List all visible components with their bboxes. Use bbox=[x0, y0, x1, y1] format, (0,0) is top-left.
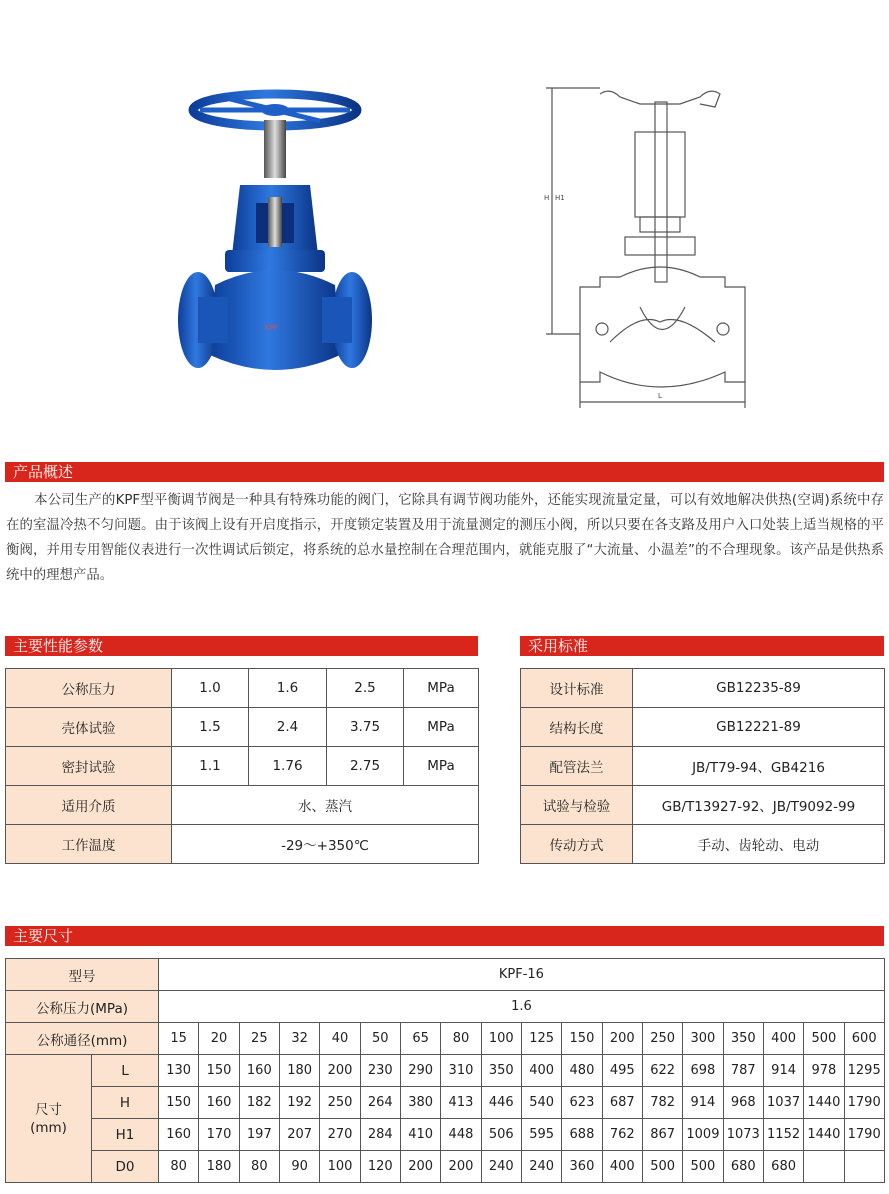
dimension-value: 448 bbox=[441, 1119, 481, 1151]
table-row bbox=[521, 786, 885, 825]
dimension-value: 130 bbox=[159, 1055, 199, 1087]
dimension-label-l: L bbox=[658, 392, 662, 400]
overview-header bbox=[5, 462, 884, 482]
dimension-value: 160 bbox=[199, 1087, 239, 1119]
dn-value: 25 bbox=[239, 1023, 279, 1055]
dimension-value: 1009 bbox=[683, 1119, 723, 1151]
table-row bbox=[6, 1119, 885, 1151]
performance-label: 密封试验 bbox=[6, 747, 172, 786]
dn-label: 公称通径(mm) bbox=[6, 1023, 159, 1055]
dimension-value bbox=[804, 1151, 844, 1183]
dimension-value: 170 bbox=[199, 1119, 239, 1151]
dimension-value: 240 bbox=[521, 1151, 561, 1183]
size-label bbox=[6, 1055, 92, 1183]
dimension-value: 240 bbox=[481, 1151, 521, 1183]
performance-label: 壳体试验 bbox=[6, 708, 172, 747]
dn-value: 400 bbox=[763, 1023, 803, 1055]
table-row bbox=[6, 1055, 885, 1087]
dimension-value: 495 bbox=[602, 1055, 642, 1087]
dimension-value: 480 bbox=[562, 1055, 602, 1087]
dimension-value: 595 bbox=[521, 1119, 561, 1151]
dn-value: 500 bbox=[804, 1023, 844, 1055]
performance-label: 适用介质 bbox=[6, 786, 172, 825]
performance-value: 1.1 bbox=[172, 747, 249, 786]
table-row bbox=[6, 1151, 885, 1183]
dn-value: 200 bbox=[602, 1023, 642, 1055]
dn-value: 20 bbox=[199, 1023, 239, 1055]
size-title: 尺寸 bbox=[35, 1101, 62, 1118]
performance-table bbox=[5, 668, 479, 864]
dn-value: 15 bbox=[159, 1023, 199, 1055]
table-row bbox=[6, 825, 479, 864]
dimension-value: 446 bbox=[481, 1087, 521, 1119]
table-row bbox=[6, 1087, 885, 1119]
dimension-name: D0 bbox=[92, 1151, 159, 1183]
dimension-value: 500 bbox=[642, 1151, 682, 1183]
dimensions-table bbox=[5, 958, 885, 1183]
valve-photo bbox=[170, 85, 380, 395]
dimension-value: 180 bbox=[279, 1055, 319, 1087]
dn-value: 32 bbox=[279, 1023, 319, 1055]
dimension-value: 380 bbox=[400, 1087, 440, 1119]
dimension-value: 623 bbox=[562, 1087, 602, 1119]
dimension-value: 180 bbox=[199, 1151, 239, 1183]
dimension-value: 150 bbox=[159, 1087, 199, 1119]
dimension-value: 867 bbox=[642, 1119, 682, 1151]
dn-value: 150 bbox=[562, 1023, 602, 1055]
dimension-value: 270 bbox=[320, 1119, 360, 1151]
dimension-value: 120 bbox=[360, 1151, 400, 1183]
dimension-value bbox=[844, 1151, 884, 1183]
performance-value: 2.4 bbox=[249, 708, 327, 747]
dimension-value: 1440 bbox=[804, 1119, 844, 1151]
performance-value: 1.5 bbox=[172, 708, 249, 747]
performance-label: 公称压力 bbox=[6, 669, 172, 708]
dimension-value: 150 bbox=[199, 1055, 239, 1087]
dimension-value: 500 bbox=[683, 1151, 723, 1183]
dn-value: 100 bbox=[481, 1023, 521, 1055]
table-row bbox=[521, 669, 885, 708]
table-row bbox=[6, 708, 479, 747]
table-row bbox=[521, 708, 885, 747]
dn-value: 600 bbox=[844, 1023, 884, 1055]
table-row bbox=[6, 669, 479, 708]
standards-label: 试验与检验 bbox=[521, 786, 633, 825]
dimension-value: 160 bbox=[159, 1119, 199, 1151]
dimension-value: 100 bbox=[320, 1151, 360, 1183]
dimension-value: 350 bbox=[481, 1055, 521, 1087]
table-row bbox=[6, 959, 885, 991]
dimension-value: 90 bbox=[279, 1151, 319, 1183]
dimension-value: 182 bbox=[239, 1087, 279, 1119]
dimension-value: 200 bbox=[400, 1151, 440, 1183]
dimension-value: 1790 bbox=[844, 1119, 884, 1151]
performance-value: -29～+350℃ bbox=[172, 825, 479, 864]
performance-value: 3.75 bbox=[327, 708, 404, 747]
dimension-value: 360 bbox=[562, 1151, 602, 1183]
dimension-value: 506 bbox=[481, 1119, 521, 1151]
dimensions-title: 主要尺寸 bbox=[13, 927, 74, 945]
performance-value: 2.5 bbox=[327, 669, 404, 708]
dimension-value: 1073 bbox=[723, 1119, 763, 1151]
pressure-label: 公称压力(MPa) bbox=[6, 991, 159, 1023]
dn-value: 350 bbox=[723, 1023, 763, 1055]
dimension-value: 968 bbox=[723, 1087, 763, 1119]
performance-title: 主要性能参数 bbox=[13, 637, 104, 655]
table-row bbox=[521, 825, 885, 864]
table-row bbox=[6, 991, 885, 1023]
performance-value: 水、蒸汽 bbox=[172, 786, 479, 825]
dimension-value: 978 bbox=[804, 1055, 844, 1087]
dimension-value: 200 bbox=[320, 1055, 360, 1087]
dimension-name: H1 bbox=[92, 1119, 159, 1151]
dimension-value: 622 bbox=[642, 1055, 682, 1087]
standards-label: 结构长度 bbox=[521, 708, 633, 747]
table-row bbox=[6, 1023, 885, 1055]
dimension-value: 782 bbox=[642, 1087, 682, 1119]
standards-label: 传动方式 bbox=[521, 825, 633, 864]
dimension-value: 310 bbox=[441, 1055, 481, 1087]
dimension-value: 80 bbox=[159, 1151, 199, 1183]
dn-value: 80 bbox=[441, 1023, 481, 1055]
performance-label: 工作温度 bbox=[6, 825, 172, 864]
standards-table bbox=[520, 668, 885, 864]
standards-label: 配管法兰 bbox=[521, 747, 633, 786]
dimension-value: 230 bbox=[360, 1055, 400, 1087]
dimension-value: 787 bbox=[723, 1055, 763, 1087]
dimension-value: 1440 bbox=[804, 1087, 844, 1119]
overview-text: 本公司生产的KPF型平衡调节阀是一种具有特殊功能的阀门，它除具有调节阀功能外，还能实现流量定量，可以有效地解决供热(空调)系统中存在的室温冷热不匀问题。由于该阀上设有开启度指示，开度锁定装置及用于流量测定的测压小阀，所以只要在各支路及用户入口处装上适当规格的平衡阀，并用专用智能仪表进行一次性调试后锁定，将系统的总水量控制在合理范围内，就能克服了“大流量、小温差”的不合理现象。该产品是供热系统中的理想产品。 bbox=[6, 493, 884, 583]
standards-value: GB12221-89 bbox=[633, 708, 885, 747]
dimension-value: 698 bbox=[683, 1055, 723, 1087]
dimension-value: 1037 bbox=[763, 1087, 803, 1119]
model-label: 型号 bbox=[6, 959, 159, 991]
performance-value: 2.75 bbox=[327, 747, 404, 786]
dn-value: 250 bbox=[642, 1023, 682, 1055]
svg-text:KPF: KPF bbox=[265, 324, 278, 332]
size-unit: (mm) bbox=[30, 1119, 67, 1136]
dimension-value: 680 bbox=[763, 1151, 803, 1183]
table-row bbox=[6, 747, 479, 786]
dimensions-header bbox=[5, 926, 884, 946]
dimension-value: 400 bbox=[521, 1055, 561, 1087]
dimension-label-h: H bbox=[544, 194, 550, 202]
dimension-value: 80 bbox=[239, 1151, 279, 1183]
dimension-value: 1152 bbox=[763, 1119, 803, 1151]
dimension-value: 914 bbox=[683, 1087, 723, 1119]
standards-value: GB12235-89 bbox=[633, 669, 885, 708]
dimension-value: 284 bbox=[360, 1119, 400, 1151]
valve-drawing bbox=[540, 82, 750, 412]
overview-title: 产品概述 bbox=[13, 463, 74, 481]
performance-value: 1.0 bbox=[172, 669, 249, 708]
dn-value: 40 bbox=[320, 1023, 360, 1055]
dimension-name: H bbox=[92, 1087, 159, 1119]
performance-value: 1.6 bbox=[249, 669, 327, 708]
dimension-value: 540 bbox=[521, 1087, 561, 1119]
standards-header bbox=[520, 636, 884, 656]
dimension-value: 264 bbox=[360, 1087, 400, 1119]
dimension-value: 914 bbox=[763, 1055, 803, 1087]
dn-value: 65 bbox=[400, 1023, 440, 1055]
dimension-value: 290 bbox=[400, 1055, 440, 1087]
dimension-value: 687 bbox=[602, 1087, 642, 1119]
performance-unit: MPa bbox=[404, 747, 479, 786]
dimension-value: 160 bbox=[239, 1055, 279, 1087]
dimension-value: 1790 bbox=[844, 1087, 884, 1119]
performance-header bbox=[5, 636, 478, 656]
dimension-value: 250 bbox=[320, 1087, 360, 1119]
performance-unit: MPa bbox=[404, 669, 479, 708]
table-row bbox=[6, 786, 479, 825]
dimension-value: 762 bbox=[602, 1119, 642, 1151]
dimension-name: L bbox=[92, 1055, 159, 1087]
dimension-value: 413 bbox=[441, 1087, 481, 1119]
dimension-value: 680 bbox=[723, 1151, 763, 1183]
standards-label: 设计标准 bbox=[521, 669, 633, 708]
pressure-value: 1.6 bbox=[159, 991, 885, 1023]
dn-value: 50 bbox=[360, 1023, 400, 1055]
dimension-value: 197 bbox=[239, 1119, 279, 1151]
standards-value: 手动、齿轮动、电动 bbox=[633, 825, 885, 864]
dimension-value: 688 bbox=[562, 1119, 602, 1151]
dn-value: 125 bbox=[521, 1023, 561, 1055]
dimension-value: 207 bbox=[279, 1119, 319, 1151]
performance-unit: MPa bbox=[404, 708, 479, 747]
performance-value: 1.76 bbox=[249, 747, 327, 786]
model-value: KPF-16 bbox=[159, 959, 885, 991]
table-row bbox=[521, 747, 885, 786]
dimension-value: 400 bbox=[602, 1151, 642, 1183]
dn-value: 300 bbox=[683, 1023, 723, 1055]
dimension-value: 192 bbox=[279, 1087, 319, 1119]
standards-value: JB/T79-94、GB4216 bbox=[633, 747, 885, 786]
standards-title: 采用标准 bbox=[528, 637, 589, 655]
standards-value: GB/T13927-92、JB/T9092-99 bbox=[633, 786, 885, 825]
dimension-value: 410 bbox=[400, 1119, 440, 1151]
dimension-value: 200 bbox=[441, 1151, 481, 1183]
dimension-label-h1: H1 bbox=[555, 194, 565, 202]
dimension-value: 1295 bbox=[844, 1055, 884, 1087]
